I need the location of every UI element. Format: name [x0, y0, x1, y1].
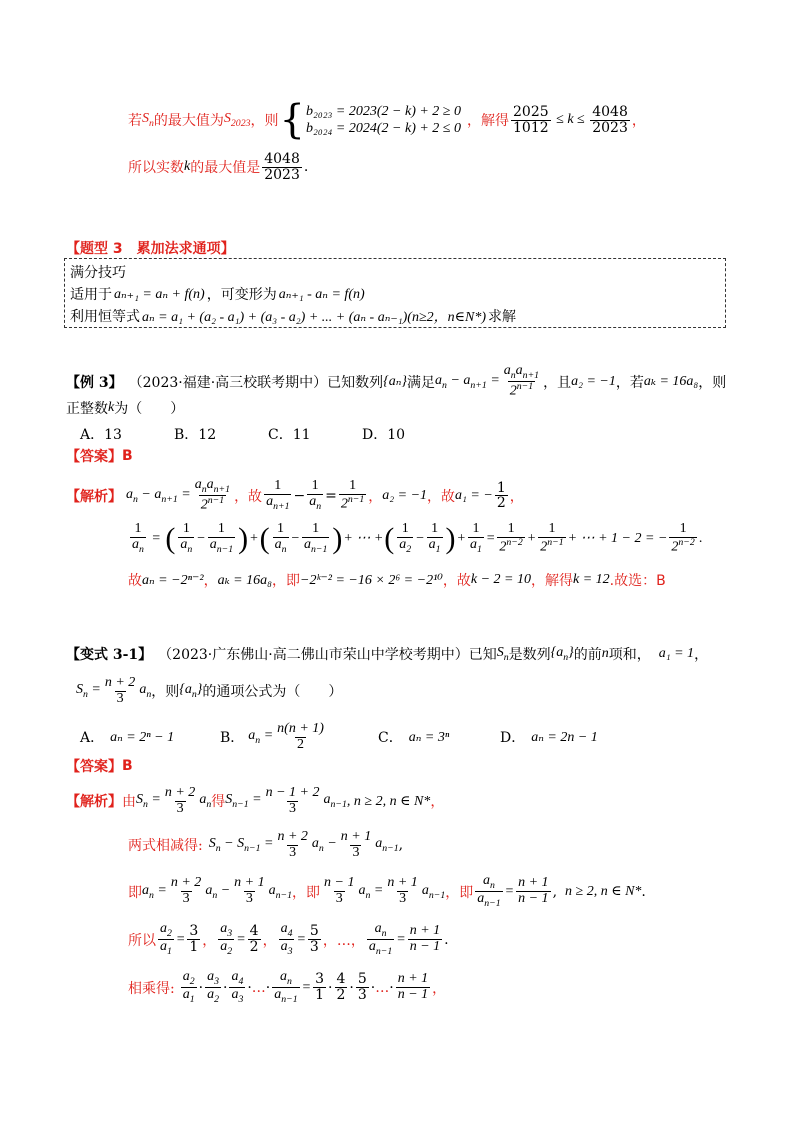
- var31-answer: 【答案】 B: [66, 758, 133, 775]
- option-d[interactable]: D． aₙ = 2n − 1: [500, 729, 598, 747]
- var31-analysis-line-3: 即 $a_n$ = $\frac{n + 2}{3}$ $a_n$ − $\frac{n + 1}{3}$ $a_{n-1}$ ， 即 $\frac{n - 1}{3}$ $a_n$ = $\frac{n + 1}{3}$ $a_{n-1}$ ， 即 $\frac{a_n}{a_{n-1}}$ = $\frac{n + 1}{n - 1}$ , n ≥ 2, n ∈ N* .: [128, 873, 646, 909]
- fraction-2025-1012: $\frac{2025}{1012}$: [513, 103, 549, 136]
- var31-analysis-line-4: 所以 $\frac{a_2}{a_1}$ = $\frac{3}{1}$ ， $\frac{a_3}{a_2}$ = $\frac{4}{2}$ ， $\frac{a_4}{a_3}$ = $\frac{5}{3}$ ， …， $\frac{a_n}{a_{n-1}}$ = $\frac{n + 1}{n - 1}$ .: [128, 921, 449, 957]
- tip-box-title: 满分技巧: [70, 265, 126, 281]
- ex3-analysis-line-1: 【解析】 $a_n - a_{n+1}$ = $\frac{a_na_{n+1}}{2^{n-1}}$ ，故 $\frac{1}{a_{n+1}}$ − $\frac{1}{a_n}$ = $\frac{1}{2^{n-1}}$ ， a₂ = −1 ，故 a₁ = − $\frac{1}{2}$ ，: [66, 477, 524, 513]
- ex3-question-line-1: 【例 3】 （2023·福建·高三校联考期中）已知数列 {aₙ} 满足 $a_n - a_{n+1}$ = $\frac{a_na_{n+1}}{2^{n-1}}$ ，且 a₂ = −1 ，若 aₖ = 16a₈ ，则: [66, 363, 727, 399]
- ex3-answer: 【答案】 B: [66, 448, 133, 465]
- option-a[interactable]: A．13: [80, 427, 122, 443]
- section-title: 【题型 3 累加法求通项】: [66, 241, 235, 257]
- ex3-analysis-line-2: $\frac{1}{a_n}$ = ( $\frac{1}{a_n}$ − $\frac{1}{a_{n-1}}$ ) + ( $\frac{1}{a_n}$ − $\frac{1}{a_{n-1}}$ ) + ⋯ + ( $\frac{1}{a_2}$ − $\frac{1}{a_1}$ ) + $\frac{1}{a_1}$ = $\frac{1}{2^{n-2}}$ + $\frac{1}{2^{n-1}}$ + ⋯ + 1 − 2 = − $\frac{1}{2^{n-2}}$ .: [132, 521, 703, 555]
- tip-line-1: 适用于 aₙ₊₁ = aₙ + f(n) ，可变形为 aₙ₊₁ - aₙ = f(n): [70, 286, 365, 303]
- option-d[interactable]: D．10: [362, 427, 406, 443]
- var-Sn: $S_n$: [142, 111, 154, 129]
- var31-analysis-line-2: 两式相减得: $S_n - S_{n-1}$ = $\frac{n + 2}{3}$ $a_n$ − $\frac{n + 1}{3}$ $a_{n-1}$ ,: [128, 829, 404, 860]
- ex3-question-line-2: 正整数 k 为（ ）: [66, 400, 185, 417]
- fraction-answer: $\frac{4048}{2023}$: [264, 151, 300, 183]
- var31-options: [80, 722, 598, 752]
- var-S2023: $S_{2023}$: [223, 111, 251, 129]
- equation-system: { b₂₀₂₃ = 2023(2 − k) + 2 ≥ 0 b₂₀₂₄ = 2024(2 − k) + 2 ≤ 0: [279, 97, 461, 143]
- ex3-options: [80, 424, 405, 444]
- var31-analysis-line-1: 【解析】 由 $S_n$ = $\frac{n + 2}{3}$ $a_n$ 得 $S_{n-1}$ = $\frac{n - 1 + 2}{3}$ $a_{n-1}$ , n ≥ 2, n ∈ N* ，: [66, 785, 445, 816]
- option-b[interactable]: B．12: [174, 427, 217, 443]
- top-line-1: 若 $S_n$ 的最大值为 $S_{2023}$ ，则 { b₂₀₂₃ = 2023(2 − k) + 2 ≥ 0 b₂₀₂₄ = 2024(2 − k) + 2 ≤ 0 ，解得 $\frac{2025}{1012}$ ≤ k ≤ $\frac{4048}{2023}$ ，: [128, 97, 646, 143]
- option-a[interactable]: A． aₙ = 2ⁿ − 1: [80, 729, 175, 747]
- ex3-analysis-line-3: 故 aₙ = −2ⁿ⁻² ， aₖ = 16a₈ ，即 −2ᵏ⁻² = −16 × 2⁶ = −2¹⁰ ，故 k − 2 = 10 ，解得 k = 12 .故选：B: [128, 572, 666, 589]
- var31-question-line-1: 【变式 3-1】 （2023·广东佛山·高二佛山市荣山中学校考期中）已知 $S_n$ 是数列 $\{a_n\}$ 的前 n 项和， a₁ = 1 ，: [66, 645, 709, 663]
- var31-analysis-line-5: 相乘得: $\frac{a_2}{a_1}$ · $\frac{a_3}{a_2}$ · $\frac{a_4}{a_3}$ · … · $\frac{a_n}{a_{n-1}}$ = $\frac{3}{1}$ · $\frac{4}{2}$ · $\frac{5}{3}$ · … · $\frac{n + 1}{n - 1}$ ，: [128, 969, 447, 1005]
- option-c[interactable]: C．11: [268, 427, 311, 443]
- top-line-2: 所以实数 k 的最大值是 $\frac{4048}{2023}$ .: [128, 151, 309, 183]
- var31-question-line-2: $S_n$ = $\frac{n + 2}{3}$ $a_n$ ，则 $\{a_n\}$ 的通项公式为（ ）: [76, 675, 343, 706]
- option-b[interactable]: B． $a_n$ = $\frac{n(n + 1)}{2}$: [220, 721, 324, 752]
- tip-line-2: 利用恒等式 aₙ = a₁ + (a₂ - a₁) + (a₃ - a₂) + ... + (aₙ - aₙ₋₁)(n≥2，n∈N*) 求解: [70, 309, 517, 325]
- option-c[interactable]: C． aₙ = 3ⁿ: [378, 729, 450, 747]
- fraction-4048-2023: $\frac{4048}{2023}$: [592, 103, 628, 136]
